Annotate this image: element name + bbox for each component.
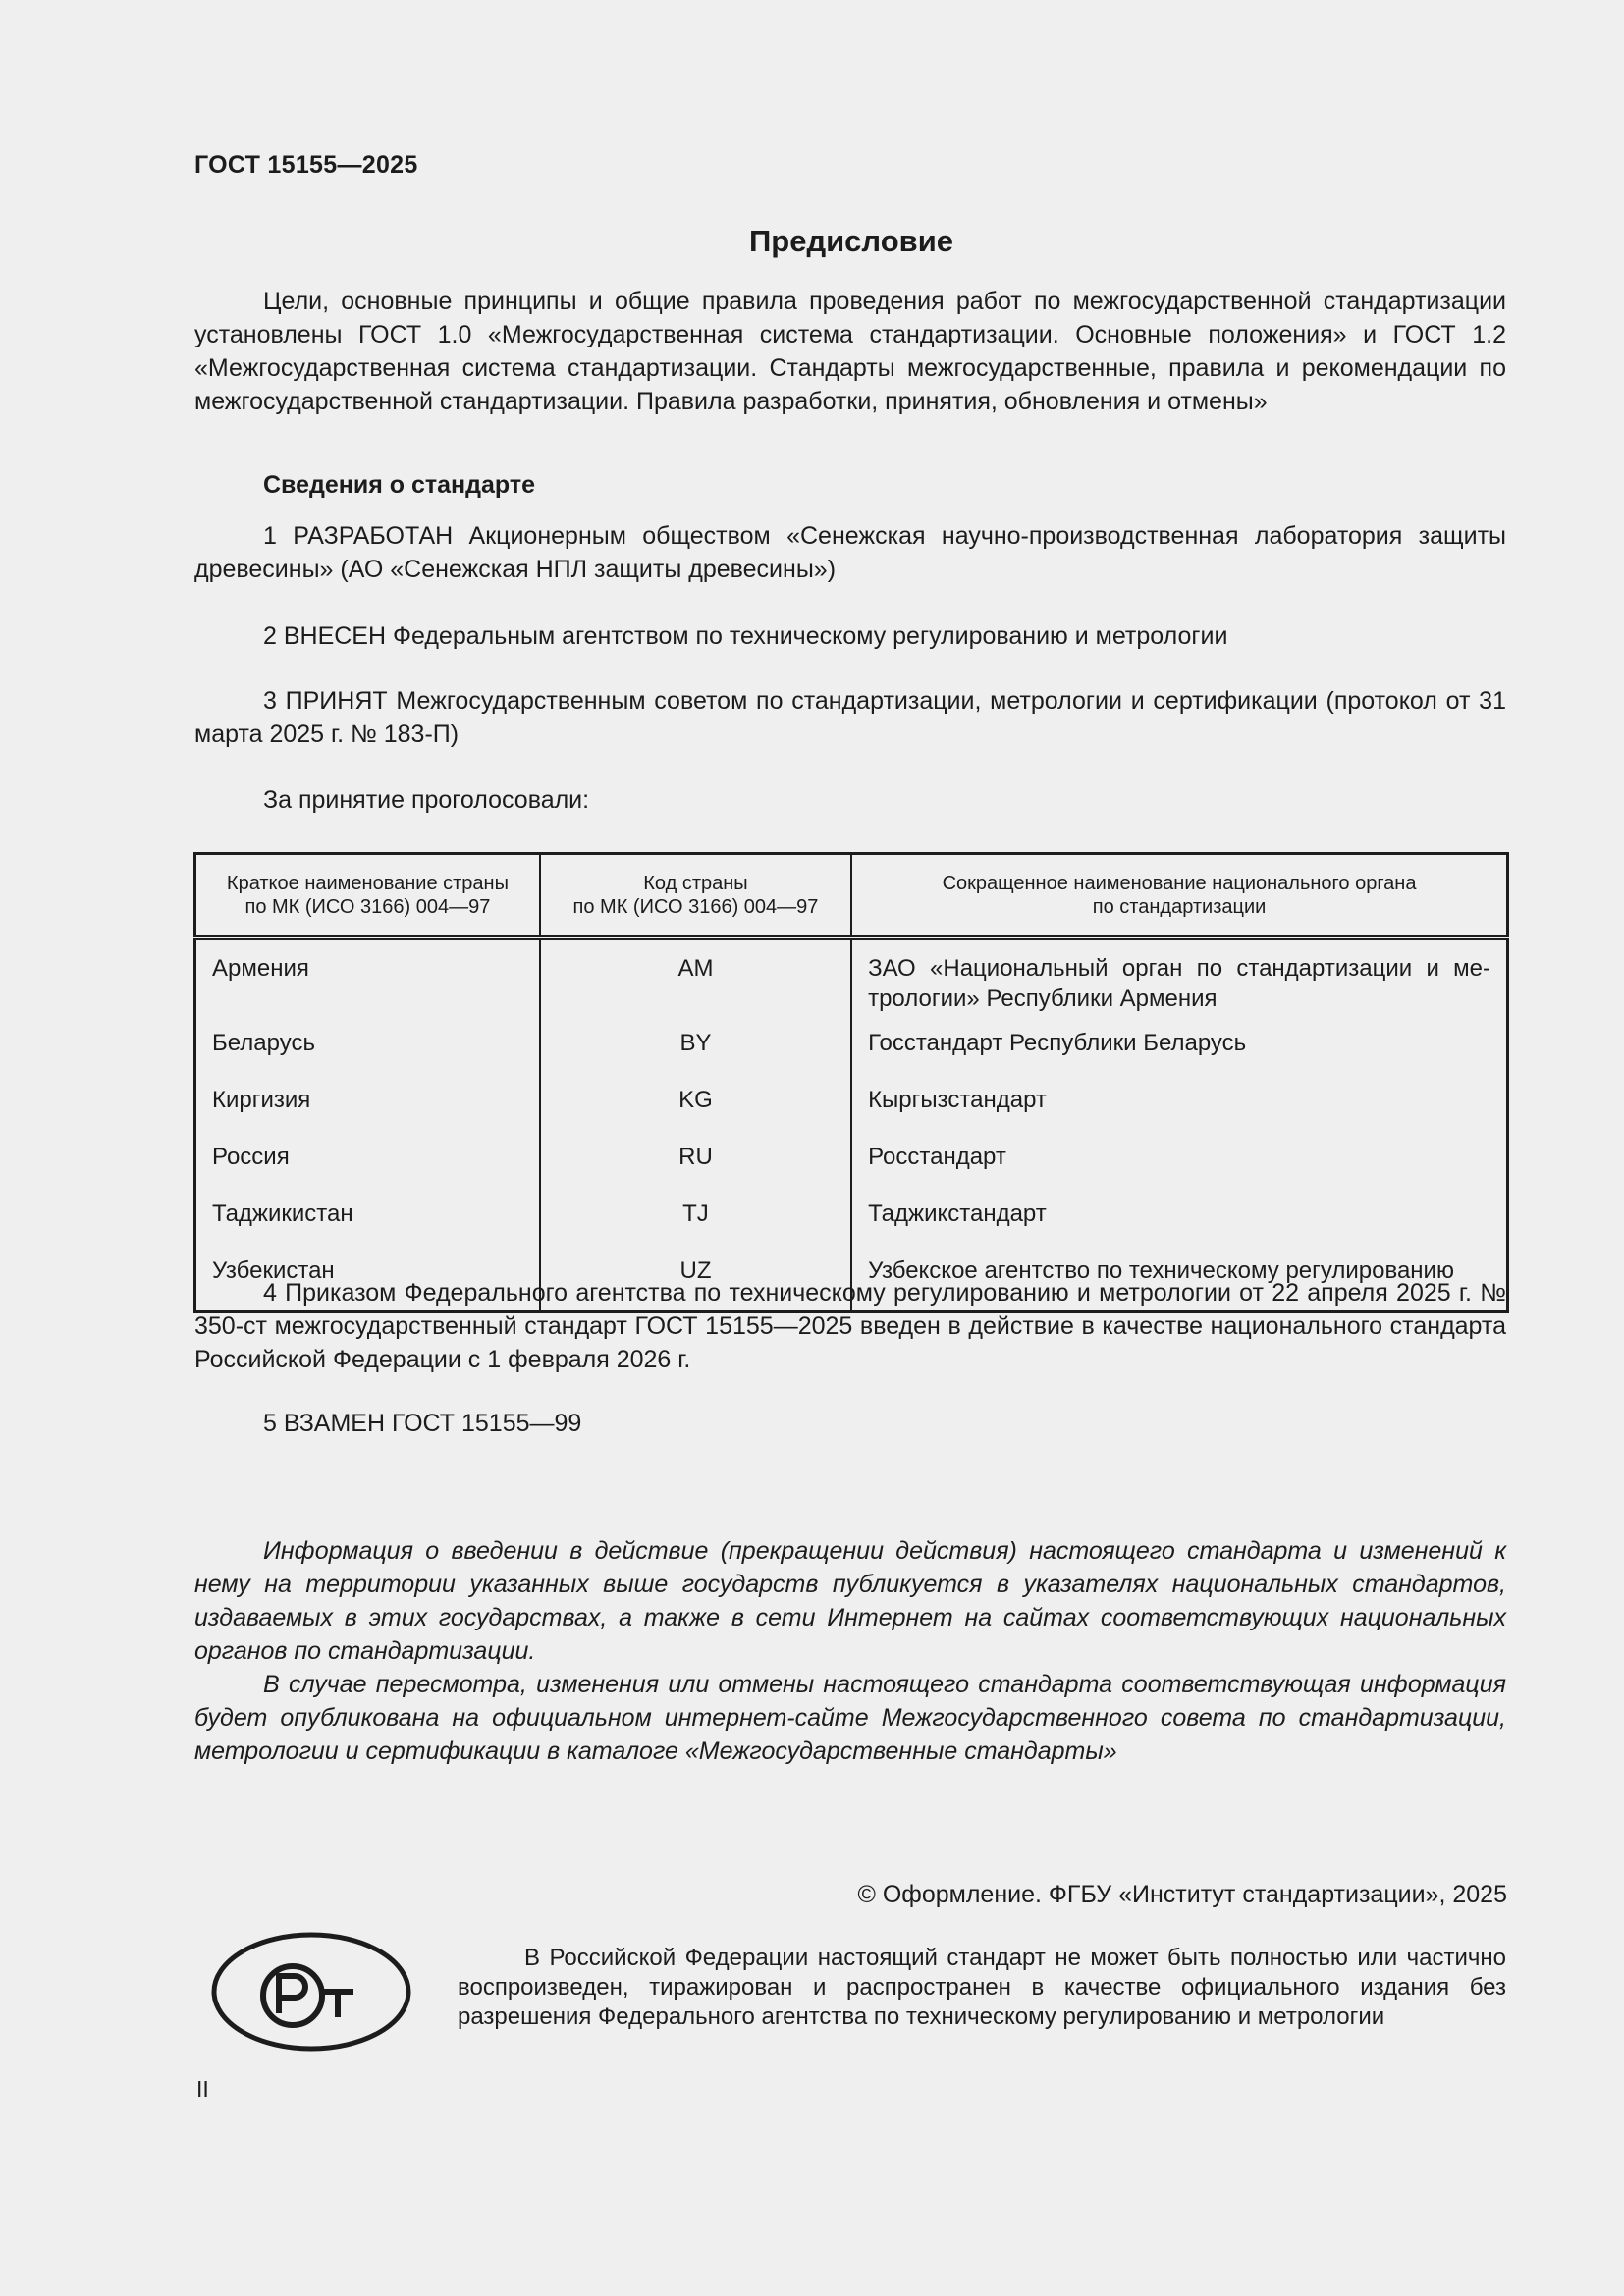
note-revision: В случае пересмотра, изменения или отмены настоящего стандарта соответствующая информация будет опубликована на официальном интернет-сайте Межгосударственного совета по стандартизации, метрологии и сертификации в каталоге «Межгосударственные стандарты» bbox=[194, 1671, 1506, 1765]
cell-authority: Кыргызстандарт bbox=[851, 1077, 1507, 1134]
cell-code: UZ bbox=[540, 1248, 851, 1312]
voting-table bbox=[193, 852, 1509, 1313]
info-heading: Сведения о стандарте bbox=[263, 471, 536, 499]
document-code: ГОСТ 15155—2025 bbox=[194, 151, 418, 179]
table-row bbox=[195, 1020, 1508, 1077]
table-header-row bbox=[195, 854, 1508, 938]
cell-country: Беларусь bbox=[195, 1020, 540, 1077]
page-number: II bbox=[196, 2076, 209, 2102]
cell-code: AM bbox=[540, 938, 851, 1021]
cell-code: BY bbox=[540, 1020, 851, 1077]
cell-country: Киргизия bbox=[195, 1077, 540, 1134]
item-adopted: 3 ПРИНЯТ Межгосударственным советом по стандартизации, метрологии и сертификации (протокол от 31 марта 2025 г. № 183-П) bbox=[194, 687, 1506, 748]
cell-authority: Таджикстандарт bbox=[851, 1191, 1507, 1248]
copyright-line: © Оформление. ФГБУ «Институт стандартизации», 2025 bbox=[857, 1881, 1507, 1908]
table-row bbox=[195, 938, 1508, 1021]
page-title: Предисловие bbox=[748, 224, 953, 258]
note-publication: Информация о введении в действие (прекращении действия) настоящего стандарта и изменений к нему на территории указанных выше государств публикуется в указателях национальных стандартов, издаваемых в этих государствах, а также в сети Интернет на сайтах соответствующих национальных органов по стандартизации. bbox=[194, 1537, 1506, 1665]
item-replaces: 5 ВЗАМЕН ГОСТ 15155—99 bbox=[263, 1410, 582, 1437]
header-country: Краткое наименование страны по МК (ИСО 3166) 004—97 bbox=[195, 854, 540, 938]
rst-logo-icon bbox=[210, 1931, 412, 2053]
cell-authority: Госстандарт Республики Беларусь bbox=[851, 1020, 1507, 1077]
item-developed: 1 РАЗРАБОТАН Акционерным обществом «Сенежская научно-производственная лаборатория защиты древесины» (АО «Сенежская НПЛ защиты древесины») bbox=[194, 522, 1506, 583]
table-row bbox=[195, 1134, 1508, 1191]
table-row bbox=[195, 1077, 1508, 1134]
cell-country: Узбекистан bbox=[195, 1248, 540, 1312]
cell-code: KG bbox=[540, 1077, 851, 1134]
header-authority: Сокращенное наименование национального органа по стандартизации bbox=[851, 854, 1507, 938]
cell-authority: Узбекское агентство по техническому регулированию bbox=[851, 1248, 1507, 1312]
item-enacted: 4 Приказом Федерального агентства по техническому регулированию и метрологии от 22 апреля 2025 г. № 350-ст межгосударственный стандарт ГОСТ 15155—2025 введен в действие в качестве национального стандарта Российской Федерации с 1 февраля 2026 г. bbox=[194, 1279, 1506, 1373]
table-row bbox=[195, 1191, 1508, 1248]
header-code: Код страны по МК (ИСО 3166) 004—97 bbox=[540, 854, 851, 938]
intro-paragraph: Цели, основные принципы и общие правила проведения работ по межгосударственной стандартизации установлены ГОСТ 1.0 «Межгосударственная система стандартизации. Основные положения» и ГОСТ 1.2 «Межгосударственная система стандартизации. Стандарты межгосударственные, правила и рекомендации по межгосударственной стандартизации. Правила разработки, принятия, обновления и отмены» bbox=[194, 288, 1506, 415]
rst-logo bbox=[210, 1931, 412, 2057]
cell-code: RU bbox=[540, 1134, 851, 1191]
voted-label: За принятие проголосовали: bbox=[263, 786, 590, 814]
cell-authority: ЗАО «Национальный орган по стандартизации и ме- трологии» Республики Армения bbox=[851, 938, 1507, 1021]
cell-code: TJ bbox=[540, 1191, 851, 1248]
cell-country: Таджикистан bbox=[195, 1191, 540, 1248]
cell-country: Армения bbox=[195, 938, 540, 1021]
item-submitted: 2 ВНЕСЕН Федеральным агентством по техническому регулированию и метрологии bbox=[263, 622, 1228, 650]
cell-country: Россия bbox=[195, 1134, 540, 1191]
rights-notice: В Российской Федерации настоящий стандарт не может быть полностью или частично воспроизведен, тиражирован и распространен в качестве официального издания без разрешения Федерального агентства по техническому регулированию и метрологии bbox=[458, 1945, 1506, 2030]
cell-authority: Росстандарт bbox=[851, 1134, 1507, 1191]
